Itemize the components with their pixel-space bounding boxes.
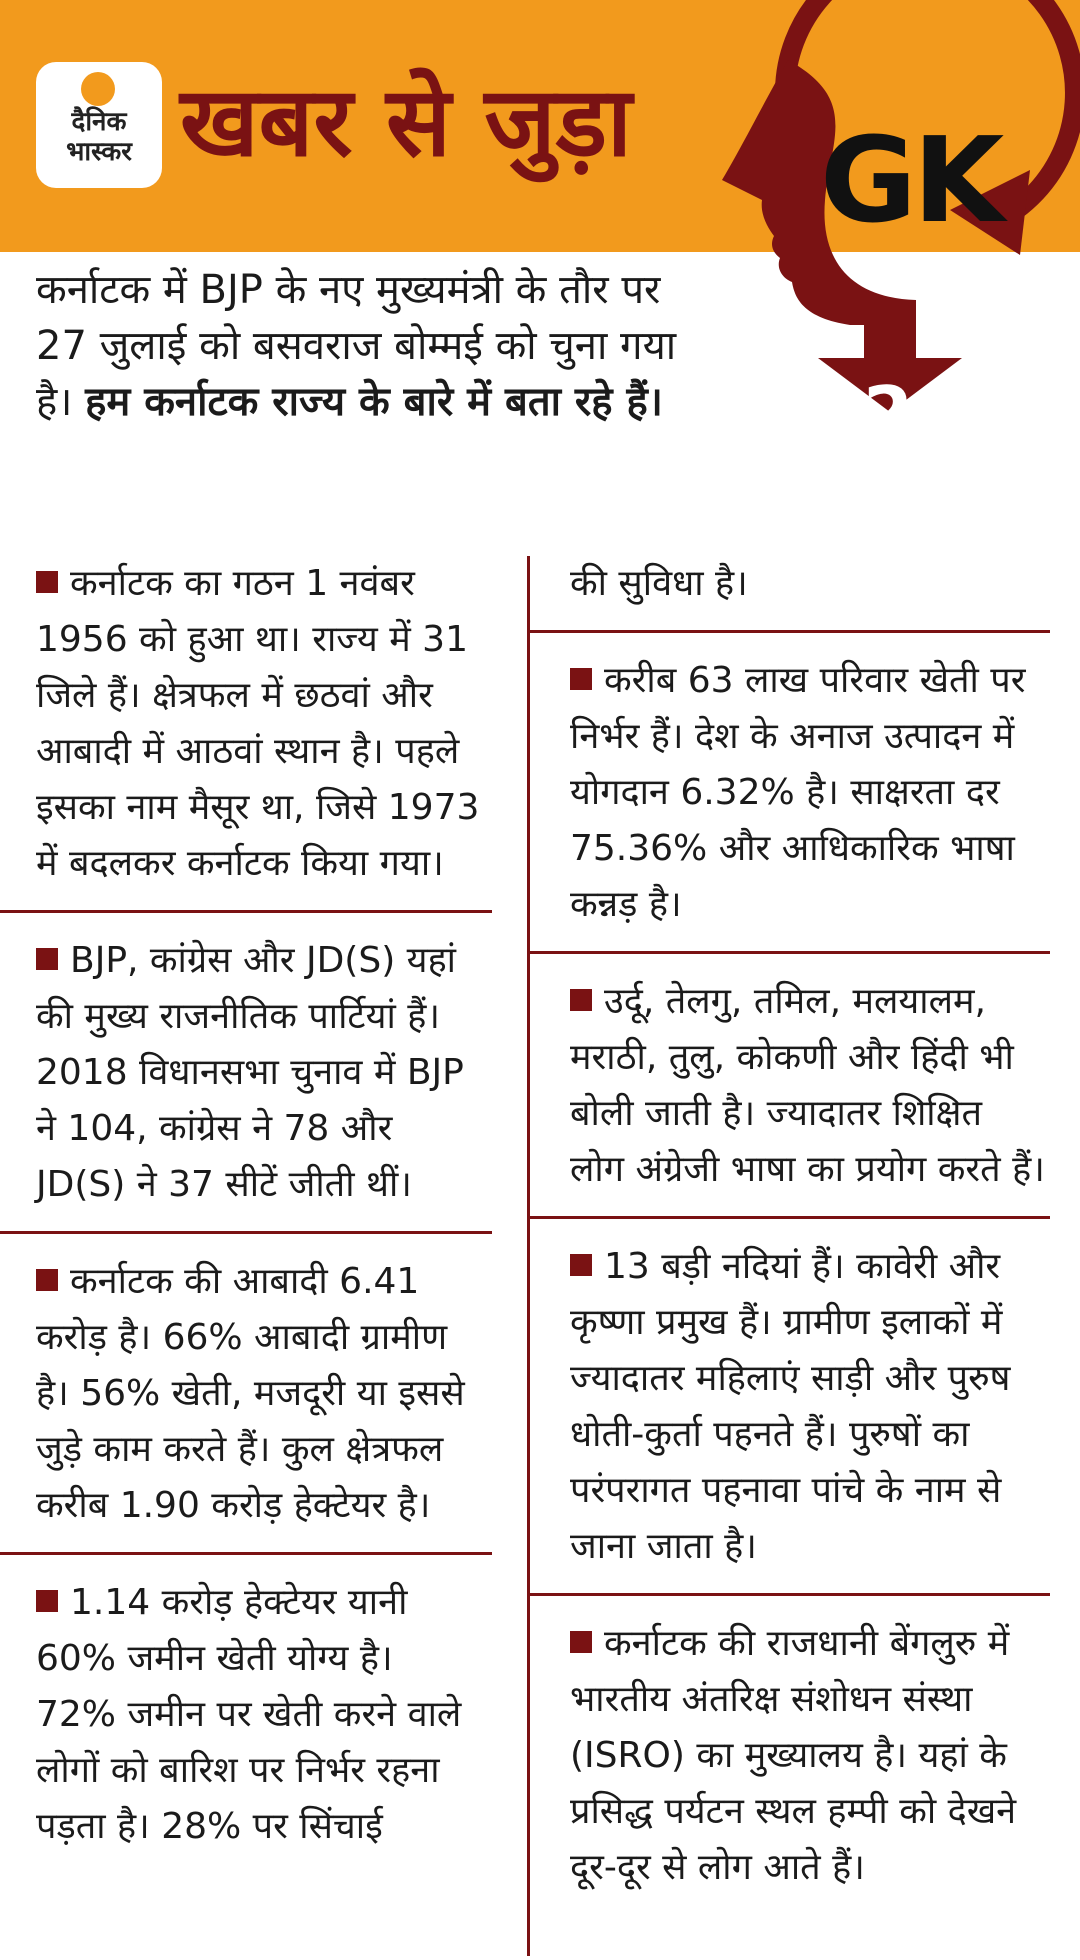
- fact-text: 1.14 करोड़ हेक्टेयर यानी 60% जमीन खेती योग्य है। 72% जमीन पर खेती करने वाले लोगों को बारिश पर निर्भर रहना पड़ता है। 28% पर सिंचाई: [36, 1582, 462, 1847]
- bullet-square-icon: [570, 1254, 592, 1276]
- fact-item: [0, 1254, 492, 1534]
- intro-paragraph: [36, 262, 696, 430]
- dainik-bhaskar-logo: [36, 62, 162, 188]
- fact-continuation: की सुविधा है।: [570, 563, 748, 604]
- fact-item: [530, 653, 1050, 933]
- section-divider: [0, 1231, 492, 1234]
- fact-text: करीब 63 लाख परिवार खेती पर निर्भर हैं। देश के अनाज उत्पादन में योगदान 6.32% है। साक्षरता दर 75.36% और आधिकारिक भाषा कन्नड़ है।: [570, 660, 1026, 925]
- fact-item: [0, 1575, 492, 1855]
- fact-text: कर्नाटक का गठन 1 नवंबर 1956 को हुआ था। राज्य में 31 जिले हैं। क्षेत्रफल में छठवां और आबादी में आठवां स्थान है। पहले इसका नाम मैसूर था, जिसे 1973 में बदलकर कर्नाटक किया गया।: [36, 563, 480, 884]
- edition-number: 2: [862, 371, 914, 455]
- bullet-square-icon: [36, 1269, 58, 1291]
- fact-item: [0, 933, 492, 1213]
- bullet-square-icon: [36, 948, 58, 970]
- gk-badge: GK: [820, 111, 1001, 249]
- intro-text: कर्नाटक में BJP के नए मुख्यमंत्री के तौर पर 27 जुलाई को बसवराज बोम्मई को चुना गया है।: [36, 267, 677, 425]
- logo-text-line2: भास्कर: [66, 137, 132, 167]
- bullet-square-icon: [570, 668, 592, 690]
- fact-item: [530, 1239, 1050, 1575]
- left-column: [0, 556, 492, 1855]
- bullet-square-icon: [36, 1590, 58, 1612]
- logo-text-line1: दैनिक: [71, 107, 127, 137]
- head-profile-arrow-graphic: [700, 0, 1080, 540]
- section-divider: [0, 1552, 492, 1555]
- fact-text: कर्नाटक की राजधानी बेंगलुरु में भारतीय अंतरिक्ष संशोधन संस्था (ISRO) का मुख्यालय है। यहां के प्रसिद्ध पर्यटन स्थल हम्पी को देखने दूर-दूर से लोग आते हैं।: [570, 1623, 1017, 1888]
- section-divider: [0, 910, 492, 913]
- intro-bold-text: हम कर्नाटक राज्य के बारे में बता रहे हैं।: [85, 379, 663, 425]
- fact-text: BJP, कांग्रेस और JD(S) यहां की मुख्य राजनीतिक पार्टियां हैं। 2018 विधानसभा चुनाव में BJP ने 104, कांग्रेस ने 78 और JD(S) ने 37 सीटें जीती थीं।: [36, 940, 464, 1205]
- fact-text: 13 बड़ी नदियां हैं। कावेरी और कृष्णा प्रमुख हैं। ग्रामीण इलाकों में ज्यादातर महिलाएं साड़ी और पुरुष धोती-कुर्ता पहनते हैं। पुरुषों का परंपरागत पहनावा पांचे के नाम से जाना जाता है।: [570, 1246, 1011, 1567]
- headline: खबर से जुड़ा: [180, 66, 632, 178]
- bullet-square-icon: [36, 571, 58, 593]
- fact-text: उर्दू, तेलगु, तमिल, मलयालम, मराठी, तुलु, कोकणी और हिंदी भी बोली जाती है। ज्यादातर शिक्षित लोग अंग्रेजी भाषा का प्रयोग करते हैं।: [570, 981, 1045, 1190]
- bullet-square-icon: [570, 989, 592, 1011]
- fact-item: [0, 556, 492, 892]
- bullet-square-icon: [570, 1631, 592, 1653]
- section-divider: [530, 1216, 1050, 1219]
- section-divider: [530, 630, 1050, 633]
- fact-item: [530, 974, 1050, 1198]
- fact-text: कर्नाटक की आबादी 6.41 करोड़ है। 66% आबादी ग्रामीण है। 56% खेती, मजदूरी या इससे जुड़े काम करते हैं। कुल क्षेत्रफल करीब 1.90 करोड़ हेक्टेयर है।: [36, 1261, 465, 1526]
- right-column: [530, 556, 1050, 1896]
- fact-item: [530, 1616, 1050, 1896]
- section-divider: [530, 951, 1050, 954]
- section-divider: [530, 1593, 1050, 1596]
- sun-icon: [81, 72, 115, 106]
